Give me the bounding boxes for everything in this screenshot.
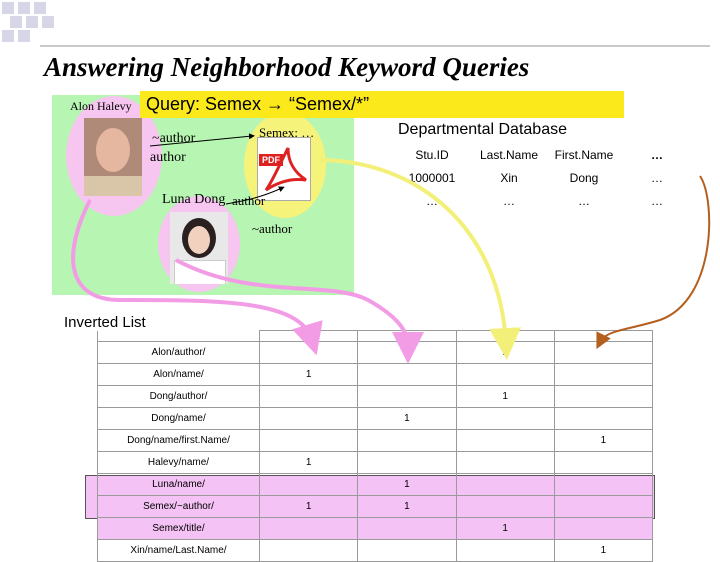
semex-label: Semex: … [259, 125, 315, 140]
alon-label: Alon Halevy [70, 99, 132, 113]
inverted-list-row-match: Semex/~author/ 1 1 [98, 496, 653, 518]
inverted-list-row: Luna/name/ 1 [98, 474, 653, 496]
db-cell: … [622, 189, 692, 212]
pdf-tag: PDF [259, 154, 283, 166]
db-cell: … [392, 189, 472, 212]
edge-label-author: author [150, 150, 186, 165]
db-cell: … [546, 189, 622, 212]
db-cell: Dong [546, 166, 622, 189]
edge-label-author-2: author [232, 193, 266, 208]
inverted-list-row: Dong/author/ 1 [98, 386, 653, 408]
edge-alon-semex [150, 136, 252, 146]
inverted-list-row: Halevy/name/ 1 [98, 452, 653, 474]
db-cell: 1000001 [392, 166, 472, 189]
db-cell: Xin [472, 166, 546, 189]
inverted-list-label: Inverted List [64, 314, 146, 331]
query-banner: Query: Semex → “Semex/*” [140, 91, 624, 118]
arrow-luna-to-column [176, 260, 408, 348]
inverted-list-row: Dong/name/ 1 [98, 408, 653, 430]
db-col-firstname: First.Name [546, 143, 622, 166]
inverted-list-row: Alon/author/ 1 [98, 342, 653, 364]
inverted-list-row: Dong/name/first.Name/ 1 [98, 430, 653, 452]
db-cell: … [622, 166, 692, 189]
arrow-semex-to-column [318, 160, 506, 344]
slide-title: Answering Neighborhood Keyword Queries [44, 52, 530, 82]
db-col-more: … [622, 143, 692, 166]
inverted-list-row: Xin/name/Last.Name/ 1 [98, 540, 653, 562]
inverted-list-row-match: Semex/title/ 1 [98, 518, 653, 540]
db-col-lastname: Last.Name [472, 143, 546, 166]
db-cell: … [472, 189, 546, 212]
database-title: Departmental Database [398, 121, 567, 138]
db-col-stuid: Stu.ID [392, 143, 472, 166]
edge-label-inverse-author-2: ~author [252, 221, 293, 236]
inverted-list-row: Alon/name/ 1 [98, 364, 653, 386]
arrow-db-to-column [600, 176, 709, 342]
edge-luna-semex [226, 188, 282, 204]
edge-label-inverse-author: ~author [152, 131, 196, 146]
luna-label: Luna Dong [162, 192, 226, 207]
